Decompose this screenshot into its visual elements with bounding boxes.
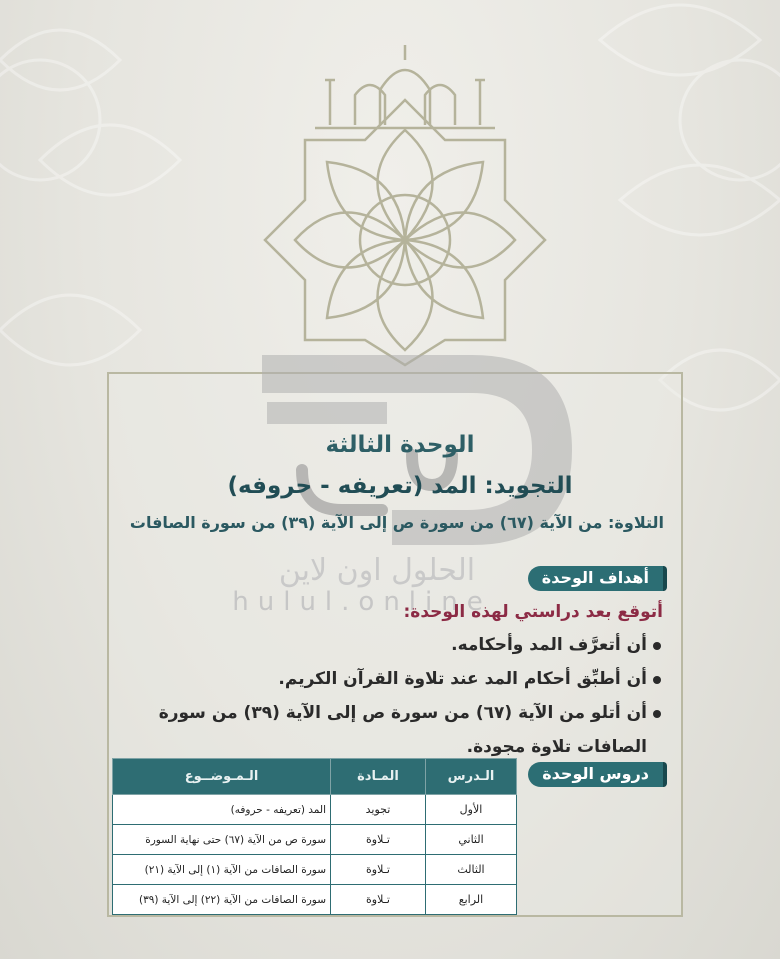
watermark-text-english: hulul.online — [232, 587, 492, 617]
goals-list — [108, 628, 663, 764]
table-row — [113, 855, 517, 885]
tajweed-title: التجويد: المد (تعريفه - حروفه) — [227, 473, 573, 499]
subject-cell: تـلاوة — [331, 825, 426, 855]
header-topic: الـمـوضــوع — [113, 759, 331, 795]
mosque-emblem — [255, 40, 555, 370]
goal-item: أن أتعرَّف المد وأحكامه. — [108, 628, 663, 662]
topic-cell: سورة ص من الآية (٦٧) حتى نهاية السورة — [113, 825, 331, 855]
watermark-text-arabic: الحلول اون لاين — [278, 553, 476, 588]
subject-cell: تجويد — [331, 795, 426, 825]
topic-cell: سورة الصافات من الآية (١) إلى الآية (٢١) — [113, 855, 331, 885]
tilawa-range: التلاوة: من الآية (٦٧) من سورة ص إلى الآية (٣٩) من سورة الصافات — [129, 513, 664, 532]
topic-cell: سورة الصافات من الآية (٢٢) إلى الآية (٣٩) — [113, 885, 331, 915]
topic-cell: المد (تعريفه - حروفه) — [113, 795, 331, 825]
subject-cell: تـلاوة — [331, 855, 426, 885]
lesson-cell: الأول — [426, 795, 517, 825]
goals-intro: أتوقع بعد دراستي لهذه الوحدة: — [403, 602, 663, 622]
lesson-cell: الرابع — [426, 885, 517, 915]
lessons-table — [112, 758, 517, 915]
table-row — [113, 795, 517, 825]
table-row — [113, 885, 517, 915]
header-subject: المـادة — [331, 759, 426, 795]
goal-item: أن أتلو من الآية (٦٧) من سورة ص إلى الآية (٣٩) من سورة الصافات تلاوة مجودة. — [108, 696, 663, 764]
unit-goals-badge: أهداف الوحدة — [528, 566, 667, 591]
table-header-row — [113, 759, 517, 795]
unit-lessons-badge: دروس الوحدة — [528, 762, 667, 787]
header-lesson: الـدرس — [426, 759, 517, 795]
goal-item: أن أطبِّق أحكام المد عند تلاوة القرآن الكريم. — [108, 662, 663, 696]
table-row — [113, 825, 517, 855]
lesson-cell: الثالث — [426, 855, 517, 885]
unit-title: الوحدة الثالثة — [325, 432, 475, 458]
subject-cell: تـلاوة — [331, 885, 426, 915]
lesson-cell: الثاني — [426, 825, 517, 855]
